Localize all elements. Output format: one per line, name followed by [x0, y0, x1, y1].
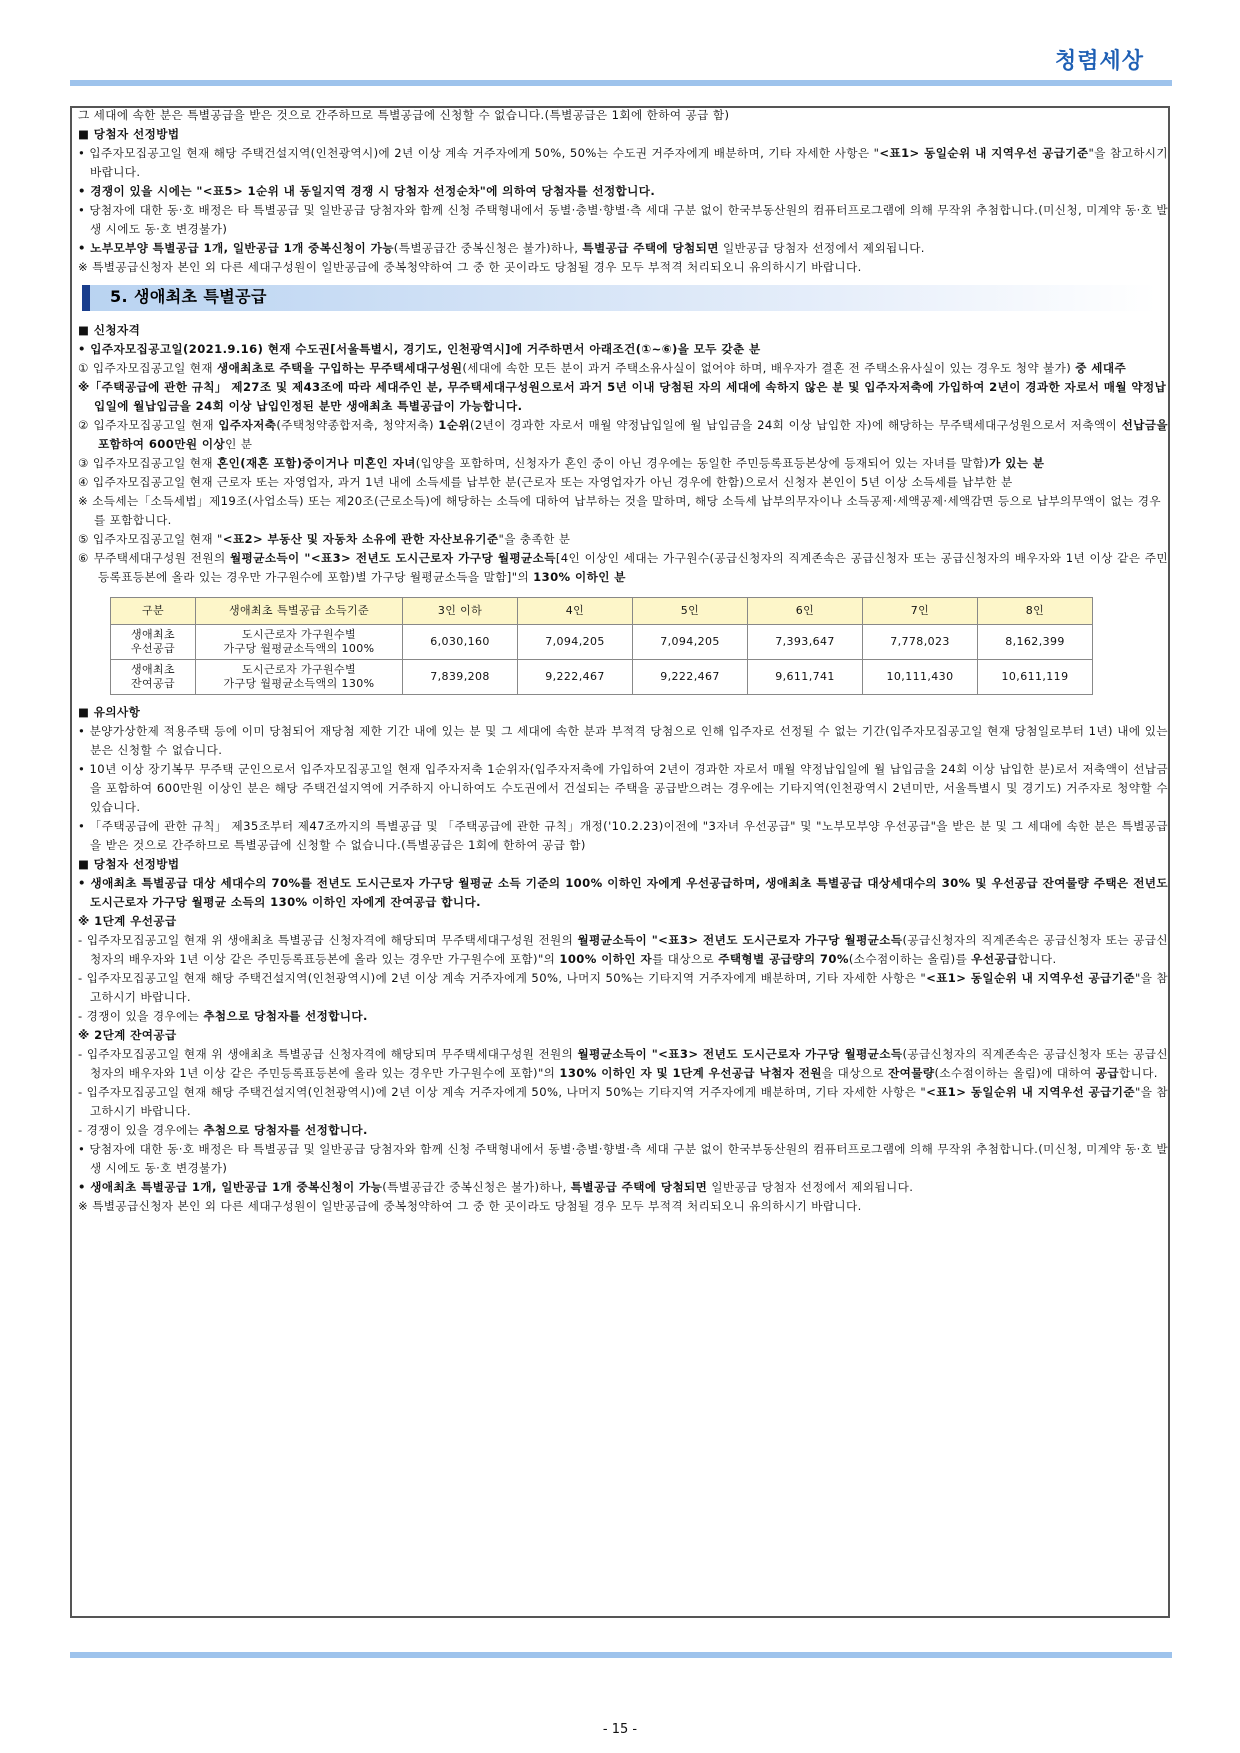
table-row: [111, 660, 1093, 695]
text-run: 월평균소득이 "<표3> 전년도 도시근로자 가구당 월평균소득: [230, 551, 556, 565]
text-paragraph: [78, 1026, 1168, 1045]
text-paragraph: [78, 549, 1168, 587]
text-run: 생애최초로 주택을 구입하는 무주택세대구성원: [217, 361, 463, 375]
text-run: • 10년 이상 장기복무 무주택 군인으로서 입주자모집공고일 현재 입주자저축 1순위자(입주자저축에 가입하여 2년이 경과한 자로서 매월 약정납입일에 월 납입금을 24회 이상 납입한 분)로서 저축액이 선납금을 포함하여 600만원 이상인 분은 해당 주택건설지역에 거주하지 아니하여도 수도권에서 건설되는 주택을 공급받으려는 경우에는 기타지역(인천광역시 2년미만, 서울특별시 및 경기도) 거주자로 청약할 수 있습니다.: [78, 762, 1168, 814]
cell-line: 우선공급: [130, 642, 176, 655]
text-run: - 경쟁이 있을 경우에는: [78, 1123, 204, 1137]
text-run: 100% 이하인 자: [559, 952, 653, 966]
text-run: 을 대상으로: [821, 1066, 889, 1080]
text-run: 1순위: [438, 418, 470, 432]
text-run: 합니다.: [1119, 1066, 1158, 1080]
text-run: "을 참고하시기 바랍니다.: [90, 1085, 1168, 1118]
table-row: [111, 625, 1093, 660]
text-run: (소수점이하는 올림)를: [848, 952, 972, 966]
text-run: <표1> 동일순위 내 지역우선 공급기준: [879, 146, 1089, 160]
text-paragraph: [78, 817, 1168, 855]
text-run: "을 참고하시기 바랍니다.: [90, 971, 1168, 1004]
text-run: ③ 입주자모집공고일 현재: [78, 456, 218, 470]
cell-line: 가구당 월평균소득액의 130%: [223, 677, 375, 690]
text-run: (특별공급간 중복신청은 불가)하나,: [393, 241, 583, 255]
text-paragraph: [78, 1178, 1168, 1197]
text-run: 우선공급: [971, 952, 1018, 966]
text-paragraph: [78, 1197, 1168, 1216]
text-paragraph: [78, 201, 1168, 239]
cell-line: 생애최초: [130, 663, 176, 676]
text-paragraph: [78, 340, 1168, 359]
text-paragraph: [78, 1140, 1168, 1178]
income-value-cell: 7,094,205: [518, 625, 633, 660]
text-paragraph: [78, 969, 1168, 1007]
text-run: "을 충족한 분: [498, 532, 571, 546]
text-run: 추첨으로 당첨자를 선정합니다.: [203, 1009, 368, 1023]
table-header-cell: 3인 이하: [403, 598, 518, 625]
text-run: 특별공급 주택에 당첨되면: [570, 1180, 708, 1194]
text-run: 주택형별 공급량의 70%: [718, 952, 849, 966]
text-run: - 경쟁이 있을 경우에는: [78, 1009, 204, 1023]
text-run: [4인 이상인 세대는 가구원수(공급신청자의 직계존속은 공급신청자 또는 공급신청자의 배우자와 1년 이상 같은 주민등록표등본에 올라 있는 경우만 가구원수에 포함)별 가구당 월평균소득을 말함]"의: [98, 551, 1168, 584]
text-run: ■ 당첨자 선정방법: [78, 127, 180, 141]
text-paragraph: [78, 416, 1168, 454]
text-run: <표2> 부동산 및 자동차 소유에 관한 자산보유기준: [222, 532, 499, 546]
text-run: 공급: [1095, 1066, 1119, 1080]
cell-line: 잔여공급: [130, 677, 176, 690]
text-run: • 생애최초 특별공급 대상 세대수의 70%를 전년도 도시근로자 가구당 월평균 소득 기준의 100% 이하인 자에게 우선공급하며, 생애최초 특별공급 대상세대수의 30% 및 우선공급 잔여물량 주택은 전년도 도시근로자 가구당 월평균 소득의 130% 이하인 자에게 잔여공급 합니다.: [78, 876, 1168, 909]
cell-line: 도시근로자 가구원수별: [241, 628, 357, 641]
text-run: (공급신청자의 직계존속은 공급신청자 또는 공급신청자의 배우자와 1년 이상 같은 주민등록표등본에 올라 있는 경우만 가구원수에 포함)"의: [90, 933, 1168, 966]
text-run: (주택청약종합저축, 청약저축): [276, 418, 439, 432]
income-criteria-table: [110, 597, 1093, 695]
text-paragraph: [78, 144, 1168, 182]
text-run: • 생애최초 특별공급 1개, 일반공급 1개 중복신청이 가능: [78, 1180, 383, 1194]
text-run: ② 입주자모집공고일 현재: [78, 418, 219, 432]
text-run: 특별공급 주택에 당첨되면: [582, 241, 719, 255]
text-run: • 당첨자에 대한 동·호 배정은 타 특별공급 및 일반공급 당첨자와 함께 신청 주택형내에서 동별·층별·향별·측 세대 구분 없이 한국부동산원의 컴퓨터프로그램에 의해 무작위 추첨합니다.(미신청, 미계약 동·호 발생 시에도 동·호 변경불가): [78, 1142, 1168, 1175]
text-run: ※「주택공급에 관한 규칙」 제27조 및 제43조에 따라 세대주인 분, 무주택세대구성원으로서 과거 5년 이내 당첨된 자의 세대에 속하지 않은 분 및 입주자저축에 가입하여 2년이 경과한 자로서 매월 약정납입일에 월납입금을 24회 이상 납입인정된 분만 생애최초 특별공급이 가능합니다.: [78, 380, 1167, 413]
table-header-cell: 8인: [978, 598, 1093, 625]
section-heading: [82, 285, 1157, 311]
header-bar: [70, 80, 1172, 86]
integrity-logo: 청렴세상: [1055, 49, 1145, 74]
table-header-cell: 생애최초 특별공급 소득기준: [196, 598, 403, 625]
text-run: (세대에 속한 모든 분이 과거 주택소유사실이 없어야 하며, 배우자가 결혼 전 주택소유사실이 있는 경우도 청약 불가): [462, 361, 1076, 375]
text-run: ⑤ 입주자모집공고일 현재 ": [78, 532, 223, 546]
text-paragraph: [78, 258, 1168, 277]
text-run: 가 있는 분: [989, 456, 1045, 470]
text-paragraph: [78, 1083, 1168, 1121]
text-run: 혼인(재혼 포함)중이거나 미혼인 자녀: [217, 456, 416, 470]
text-run: ■ 유의사항: [78, 705, 141, 719]
subsection-heading: [78, 703, 1168, 722]
text-paragraph: [78, 239, 1168, 258]
income-value-cell: 9,222,467: [518, 660, 633, 695]
text-run: - 입주자모집공고일 현재 해당 주택건설지역(인천광역시)에 2년 이상 계속 거주자에게 50%, 나머지 50%는 기타지역 거주자에게 배분하며, 기타 자세한 사항은 ": [78, 1085, 927, 1099]
text-run: ※ 1단계 우선공급: [78, 914, 177, 928]
subsection-heading: [78, 125, 1168, 144]
text-run: • 입주자모집공고일(2021.9.16) 현재 수도권[서울특별시, 경기도, 인천광역시]에 거주하면서 아래조건(①~⑥)을 모두 갖춘 분: [78, 342, 761, 356]
text-paragraph: [78, 760, 1168, 817]
income-value-cell: 10,611,119: [978, 660, 1093, 695]
text-run: (2년이 경과한 자로서 매월 약정납입일에 월 납입금을 24회 이상 납입한 자)에 해당하는 무주택세대구성원으로서 저축액이: [469, 418, 1122, 432]
text-paragraph: [78, 1121, 1168, 1140]
income-value-cell: 7,839,208: [403, 660, 518, 695]
income-value-cell: 7,778,023: [863, 625, 978, 660]
text-run: "을 참고하시기 바랍니다.: [90, 146, 1169, 179]
text-run: • 「주택공급에 관한 규칙」 제35조부터 제47조까지의 특별공급 및 「주택공급에 관한 규칙」개정('10.2.23)이전에 "3자녀 우선공급" 및 "노부모부양 우선공급"을 받은 분 및 그 세대에 속한 분은 특별공급을 받은 것으로 간주하므로 특별공급에 신청할 수 없습니다.(특별공급은 1회에 한하여 공급 함): [78, 819, 1168, 852]
text-paragraph: [78, 931, 1168, 969]
text-paragraph: [78, 106, 1168, 125]
text-run: • 입주자모집공고일 현재 해당 주택건설지역(인천광역시)에 2년 이상 계속 거주자에게 50%, 50%는 수도권 거주자에게 배분하며, 기타 자세한 사항은 ": [78, 146, 880, 160]
text-run: (입양을 포함하며, 신청자가 혼인 중이 아닌 경우에는 동일한 주민등록표등본상에 등재되어 있는 자녀를 말함): [415, 456, 990, 470]
text-run: 130% 이하인 분: [533, 570, 626, 584]
text-run: 일반공급 당첨자 선정에서 제외됩니다.: [718, 241, 925, 255]
text-paragraph: [78, 492, 1168, 530]
income-value-cell: 7,393,647: [748, 625, 863, 660]
income-value-cell: 7,094,205: [633, 625, 748, 660]
text-paragraph: [78, 1007, 1168, 1026]
footer-bar: [70, 1652, 1172, 1658]
text-run: ① 입주자모집공고일 현재: [78, 361, 218, 375]
text-run: ※ 2단계 잔여공급: [78, 1028, 177, 1042]
text-run: (소수점이하는 올림)에 대하여: [934, 1066, 1096, 1080]
text-run: 입주자저축: [218, 418, 277, 432]
text-paragraph: [78, 874, 1168, 912]
text-paragraph: [78, 182, 1168, 201]
income-value-cell: 9,222,467: [633, 660, 748, 695]
text-run: 중 세대주: [1075, 361, 1127, 375]
text-paragraph: [78, 1045, 1168, 1083]
text-run: - 입주자모집공고일 현재 해당 주택건설지역(인천광역시)에 2년 이상 계속 거주자에게 50%, 나머지 50%는 기타지역 거주자에게 배분하며, 기타 자세한 사항은 ": [78, 971, 927, 985]
text-paragraph: [78, 454, 1168, 473]
text-run: (공급신청자의 직계존속은 공급신청자 또는 공급신청자의 배우자와 1년 이상 같은 주민등록표등본에 올라 있는 경우만 가구원수에 포함)"의: [90, 1047, 1168, 1080]
text-run: ⑥ 무주택세대구성원 전원의: [78, 551, 231, 565]
text-run: 인 분: [225, 437, 253, 451]
text-run: 추첨으로 당첨자를 선정합니다.: [203, 1123, 368, 1137]
table-cell: [196, 625, 403, 660]
income-value-cell: 10,111,430: [863, 660, 978, 695]
text-run: ※ 특별공급신청자 본인 외 다른 세대구성원이 일반공급에 중복청약하여 그 중 한 곳이라도 당첨될 경우 모두 부적격 처리되오니 유의하시기 바랍니다.: [78, 260, 862, 274]
text-run: 월평균소득이 "<표3> 전년도 도시근로자 가구당 월평균소득: [577, 933, 903, 947]
cell-line: 생애최초: [130, 628, 176, 641]
subsection-heading: [78, 855, 1168, 874]
text-paragraph: [78, 473, 1168, 492]
text-run: 그 세대에 속한 분은 특별공급을 받은 것으로 간주하므로 특별공급에 신청할 수 없습니다.(특별공급은 1회에 한하여 공급 함): [78, 108, 730, 122]
text-run: • 노부모부양 특별공급 1개, 일반공급 1개 중복신청이 가능: [78, 241, 394, 255]
page-content: [78, 106, 1168, 1216]
text-paragraph: [78, 912, 1168, 931]
text-run: 를 대상으로: [652, 952, 719, 966]
text-run: • 경쟁이 있을 시에는 "<표5> 1순위 내 동일지역 경쟁 시 당첨자 선정순차"에 의하여 당첨자를 선정합니다.: [78, 184, 656, 198]
text-run: 선납금을 포함하여 600만원 이상: [98, 418, 1168, 451]
income-value-cell: 9,611,741: [748, 660, 863, 695]
text-run: • 분양가상한제 적용주택 등에 이미 당첨되어 재당첨 제한 기간 내에 있는 분 및 그 세대에 속한 분과 부적격 당첨으로 인해 입주자로 선정될 수 없는 기간(입주자모집공고일 현재 당첨일로부터 1년) 내에 있는 분은 신청할 수 없습니다.: [78, 724, 1168, 757]
text-run: • 당첨자에 대한 동·호 배정은 타 특별공급 및 일반공급 당첨자와 함께 신청 주택형내에서 동별·층별·향별·측 세대 구분 없이 한국부동산원의 컴퓨터프로그램에 의해 무작위 추첨합니다.(미신청, 미계약 동·호 발생 시에도 동·호 변경불가): [78, 203, 1168, 236]
text-run: - 입주자모집공고일 현재 위 생애최초 특별공급 신청자격에 해당되며 무주택세대구성원 전원의: [78, 1047, 578, 1061]
income-value-cell: 8,162,399: [978, 625, 1093, 660]
text-paragraph: [78, 530, 1168, 549]
table-cell: [196, 660, 403, 695]
subsection-heading: [78, 321, 1168, 340]
table-cell: [111, 625, 196, 660]
table-header-cell: 7인: [863, 598, 978, 625]
table-cell: [111, 660, 196, 695]
text-run: 일반공급 당첨자 선정에서 제외됩니다.: [707, 1180, 914, 1194]
table-header-cell: 4인: [518, 598, 633, 625]
text-run: ※ 소득세는「소득세법」제19조(사업소득) 또는 제20조(근로소득)에 해당하는 소득에 대하여 납부하는 것을 말하며, 해당 소득세 납부의무자이나 소득공제·세액공제·세액감면 등으로 납부의무액이 없는 경우를 포함합니다.: [78, 494, 1161, 527]
text-run: 월평균소득이 "<표3> 전년도 도시근로자 가구당 월평균소득: [577, 1047, 903, 1061]
table-header-cell: 6인: [748, 598, 863, 625]
text-run: 잔여물량: [888, 1066, 935, 1080]
page-number: - 15 -: [602, 1722, 638, 1737]
text-run: ④ 입주자모집공고일 현재 근로자 또는 자영업자, 과거 1년 내에 소득세를 납부한 분(근로자 또는 자영업자가 아닌 경우에 한함)으로서 신청자 본인이 5년 이상 소득세를 납부한 분: [78, 475, 1013, 489]
text-run: - 입주자모집공고일 현재 위 생애최초 특별공급 신청자격에 해당되며 무주택세대구성원 전원의: [78, 933, 578, 947]
income-value-cell: 6,030,160: [403, 625, 518, 660]
text-run: ■ 당첨자 선정방법: [78, 857, 180, 871]
text-run: 합니다.: [1017, 952, 1057, 966]
text-run: ※ 특별공급신청자 본인 외 다른 세대구성원이 일반공급에 중복청약하여 그 중 한 곳이라도 당첨될 경우 모두 부적격 처리되오니 유의하시기 바랍니다.: [78, 1199, 862, 1213]
text-paragraph: [78, 722, 1168, 760]
text-run: <표1> 동일순위 내 지역우선 공급기준: [926, 1085, 1135, 1099]
table-header-cell: 5인: [633, 598, 748, 625]
section-title: 5. 생애최초 특별공급: [110, 287, 267, 306]
text-run: (특별공급간 중복신청은 불가)하나,: [382, 1180, 571, 1194]
text-run: ■ 신청자격: [78, 323, 141, 337]
section-marker: [82, 285, 90, 311]
cell-line: 가구당 월평균소득액의 100%: [223, 642, 375, 655]
cell-line: 도시근로자 가구원수별: [241, 663, 357, 676]
text-paragraph: [78, 359, 1168, 378]
table-header-cell: 구분: [111, 598, 196, 625]
text-run: <표1> 동일순위 내 지역우선 공급기준: [926, 971, 1135, 985]
text-paragraph: [78, 378, 1168, 416]
text-run: 130% 이하인 자 및 1단계 우선공급 낙첨자 전원: [559, 1066, 822, 1080]
